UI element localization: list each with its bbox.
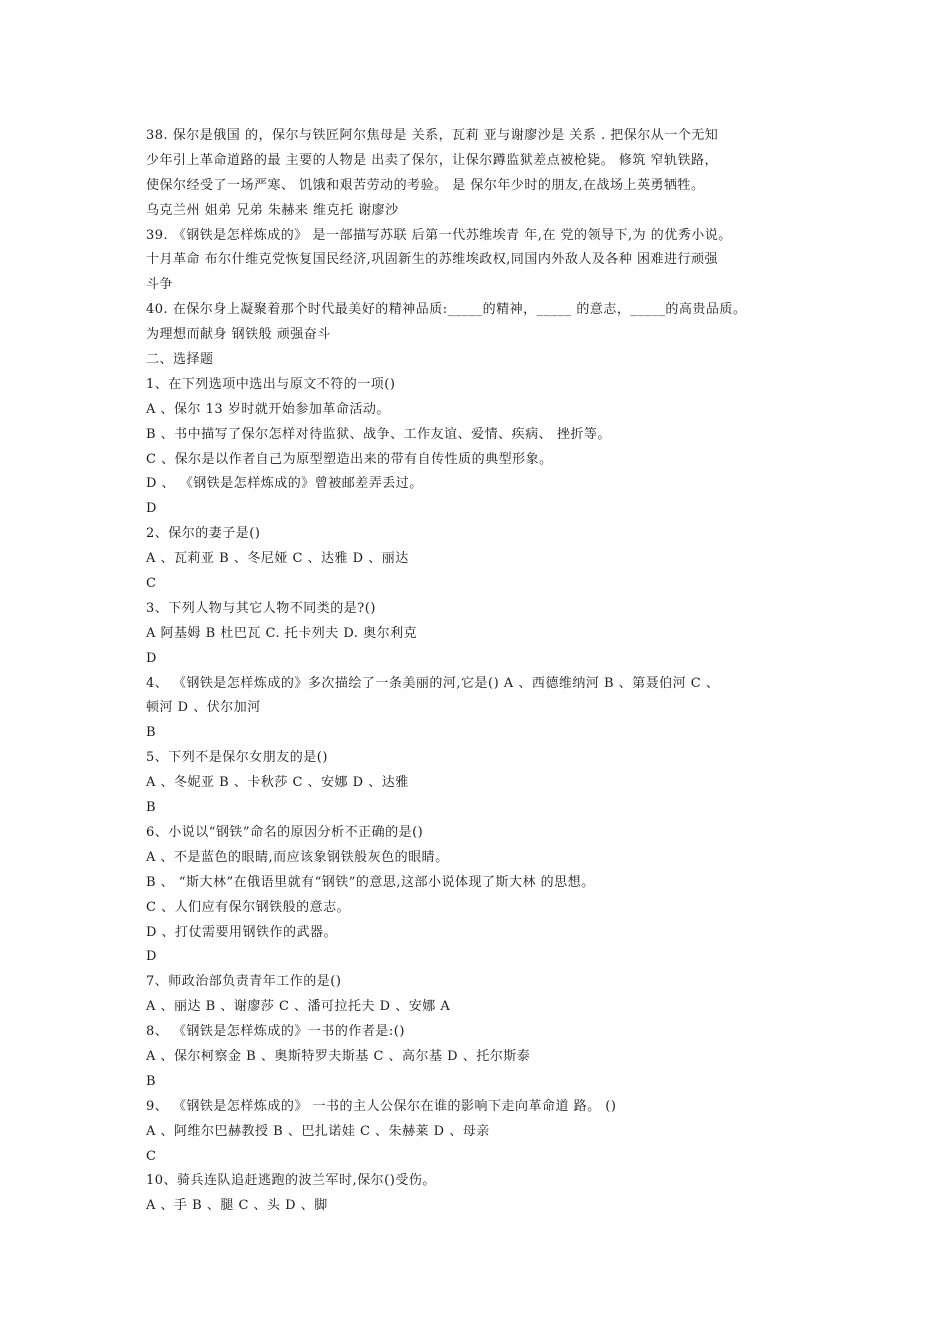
option-line: A 、丽达 B 、谢廖莎 C 、潘可拉托夫 D 、安娜 A bbox=[146, 999, 451, 1015]
option-line: C 、保尔是以作者自己为原型塑造出来的带有自传性质的典型形象。 bbox=[146, 451, 553, 467]
question-line: 6、小说以“钢铁”命名的原因分析不正确的是() bbox=[146, 824, 424, 840]
answer-line: C bbox=[146, 576, 157, 592]
answer-line: 为理想而献身 钢铁般 顽强奋斗 bbox=[146, 327, 331, 343]
question-line: 9、 《钢铁是怎样炼成的》 一书的主人公保尔在谁的影响下走向革命道 路。 () bbox=[146, 1098, 617, 1114]
question-line: 1、在下列选项中选出与原文不符的一项() bbox=[146, 376, 396, 392]
option-line: B 、 “斯大林”在俄语里就有“钢铁”的意思,这部小说体现了斯大林 的思想。 bbox=[146, 874, 595, 890]
question-line: 7、师政治部负责青年工作的是() bbox=[146, 974, 342, 990]
question-line: 8、 《钢铁是怎样炼成的》一书的作者是:() bbox=[146, 1024, 405, 1040]
question-line: 4、 《钢铁是怎样炼成的》多次描绘了一条美丽的河,它是() A 、西德维纳河 B 、第聂伯河 C 、 bbox=[146, 675, 720, 691]
option-line: A 阿基姆 B 杜巴瓦 C. 托卡列夫 D. 奥尔利克 bbox=[146, 625, 418, 641]
question-line: 2、保尔的妻子是() bbox=[146, 526, 261, 542]
text-line: 少年引上革命道路的最 主要的人物是 出卖了保尔，让保尔蹲监狱差点被枪毙。 修筑 窄轨铁路， bbox=[146, 152, 719, 168]
answer-line: 十月革命 布尔什维克党恢复国民经济,巩固新生的苏维埃政权,同国内外敌人及各种 困难进行顽强 bbox=[146, 252, 719, 268]
answer-line: B bbox=[146, 725, 157, 741]
answer-line: B bbox=[146, 1073, 157, 1089]
text-line: 使保尔经受了一场严寒、 饥饿和艰苦劳动的考验。 是 保尔年少时的朋友,在战场上英勇牺牲。 bbox=[146, 177, 705, 193]
option-line: D 、 《钢铁是怎样炼成的》曾被邮差弄丢过。 bbox=[146, 476, 423, 492]
document-page bbox=[146, 124, 836, 1219]
answer-line: D bbox=[146, 501, 157, 517]
answer-line: 斗争 bbox=[146, 277, 174, 293]
option-line: B 、书中描写了保尔怎样对待监狱、战争、工作友谊、爱情、疾病、 挫折等。 bbox=[146, 426, 611, 442]
option-line: 顿河 D 、伏尔加河 bbox=[146, 700, 261, 716]
option-line: A 、保尔柯察金 B 、奥斯特罗夫斯基 C 、高尔基 D 、托尔斯泰 bbox=[146, 1048, 531, 1064]
option-line: A 、保尔 13 岁时就开始参加革命活动。 bbox=[146, 401, 390, 417]
answer-line: D bbox=[146, 650, 157, 666]
option-line: A 、手 B 、腿 C 、头 D 、脚 bbox=[146, 1198, 328, 1214]
answer-line: C bbox=[146, 1148, 157, 1164]
option-line: A 、瓦莉亚 B 、冬尼娅 C 、达雅 D 、丽达 bbox=[146, 551, 409, 567]
answer-line: B bbox=[146, 800, 157, 816]
option-line: C 、人们应有保尔钢铁般的意志。 bbox=[146, 899, 351, 915]
section-heading: 二、选择题 bbox=[146, 352, 214, 368]
option-line: A 、冬妮亚 B 、卡秋莎 C 、安娜 D 、达雅 bbox=[146, 775, 409, 791]
option-line: A 、阿维尔巴赫教授 B 、巴扎诺娃 C 、朱赫莱 D 、母亲 bbox=[146, 1123, 490, 1139]
question-line: 5、下列不是保尔女朋友的是() bbox=[146, 750, 328, 766]
text-line: 39. 《钢铁是怎样炼成的》 是一部描写苏联 后第一代苏维埃青 年,在 党的领导下,为 的优秀小说。 bbox=[146, 227, 732, 243]
answer-line: 乌克兰州 姐弟 兄弟 朱赫来 维克托 谢廖沙 bbox=[146, 202, 399, 218]
question-line: 10、骑兵连队追赶逃跑的波兰军时,保尔()受伤。 bbox=[146, 1173, 436, 1189]
question-line: 3、下列人物与其它人物不同类的是?() bbox=[146, 600, 376, 616]
text-line: 38. 保尔是俄国 的，保尔与铁匠阿尔焦母是 关系，瓦莉 亚与谢廖沙是 关系 . 把保尔从一个无知 bbox=[146, 128, 719, 143]
text-line: 40. 在保尔身上凝聚着那个时代最美好的精神品质:_____的精神，_____ 的意志，_____的高贵品质。 bbox=[146, 302, 747, 318]
option-line: A 、不是蓝色的眼睛,而应该象钢铁般灰色的眼睛。 bbox=[146, 849, 449, 865]
option-line: D 、打仗需要用钢铁作的武器。 bbox=[146, 924, 338, 940]
answer-line: D bbox=[146, 949, 157, 965]
